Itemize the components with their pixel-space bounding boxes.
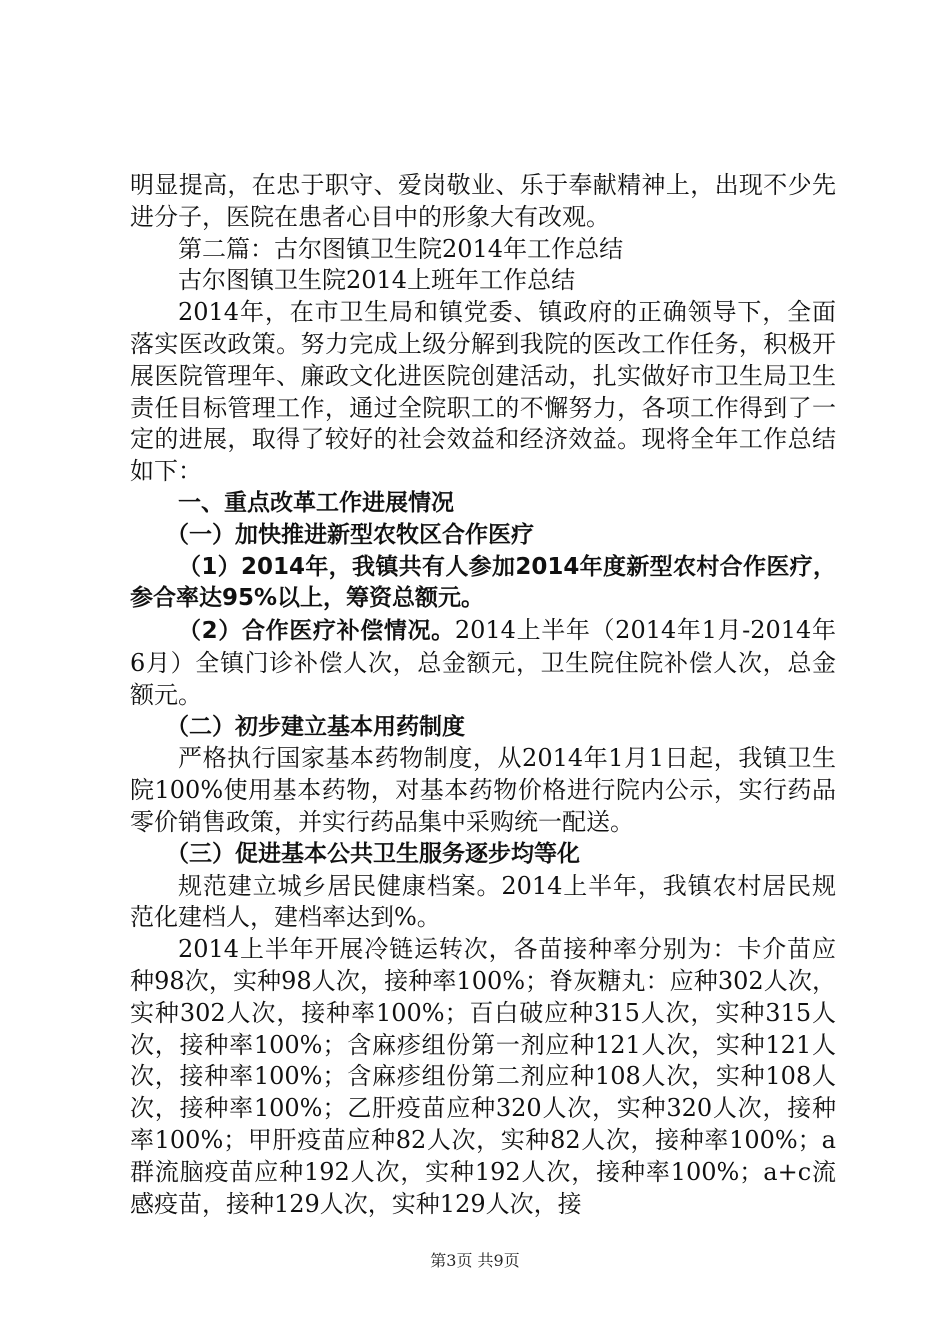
paragraph-enrollment: （1）2014年，我镇共有人参加2014年度新型农村合作医疗，参合率达95%以上，筹资总额元。 bbox=[130, 553, 836, 612]
heading-cooperative-medical: （一）加快推进新型农牧区合作医疗 bbox=[166, 521, 534, 548]
section-title-part-two: 第二篇：古尔图镇卫生院2014年工作总结 bbox=[178, 234, 624, 263]
heading-key-reform: 一、重点改革工作进展情况 bbox=[178, 489, 454, 516]
paragraph-vaccination: 2014上半年开展冷链运转次，各苗接种率分别为：卡介苗应种98次，实种98人次，接种率100%；脊灰糖丸：应种302人次，实种302人次，接种率100%；百白破应种315人次，实种315人次，接种率100%；含麻疹组份第一剂应种121人次，实种121人次，接种率100%；含麻疹组份第二剂应种108人次，实种108人次，接种率100%；乙肝疫苗应种320人次，实种320人次，接种率100%；甲肝疫苗应种82人次，实种82人次，接种率100%；a群流脑疫苗应种192人次，实种192人次，接种率100%；a+c流感疫苗，接种129人次，实种129人次，接 bbox=[130, 935, 836, 1218]
compensation-lead: （2）合作医疗补偿情况。 bbox=[178, 618, 455, 645]
report-title: 古尔图镇卫生院2014上班年工作总结 bbox=[178, 266, 576, 295]
page-footer: 第3页 共9页 bbox=[430, 1251, 520, 1270]
heading-public-health: （三）促进基本公共卫生服务逐步均等化 bbox=[166, 840, 580, 867]
document-body bbox=[130, 170, 836, 1220]
paragraph-medicine-policy: 严格执行国家基本药物制度，从2014年1月1日起，我镇卫生院100%使用基本药物，对基本药物价格进行院内公示，实行药品零价销售政策，并实行药品集中采购统一配送。 bbox=[130, 744, 836, 836]
paragraph-compensation bbox=[130, 615, 836, 711]
paragraph-intro: 2014年，在市卫生局和镇党委、镇政府的正确领导下，全面落实医改政策。努力完成上级分解到我院的医改工作任务，积极开展医院管理年、廉政文化进医院创建活动，扎实做好市卫生局卫生责任目标管理工作，通过全院职工的不懈努力，各项工作得到了一定的进展，取得了较好的社会效益和经济效益。现将全年工作总结如下： bbox=[130, 298, 836, 486]
paragraph-health-records: 规范建立城乡居民健康档案。2014上半年，我镇农村居民规范化建档人，建档率达到%。 bbox=[130, 871, 836, 932]
heading-basic-medicine: （二）初步建立基本用药制度 bbox=[166, 713, 465, 740]
compensation-detail: 2014上半年（2014年1月-2014年6月）全镇门诊补偿人次，总金额元，卫生院住院补偿人次，总金额元。 bbox=[130, 616, 836, 709]
paragraph-continuation: 明显提高，在忠于职守、爱岗敬业、乐于奉献精神上，出现不少先进分子，医院在患者心目中的形象大有改观。 bbox=[130, 171, 836, 231]
